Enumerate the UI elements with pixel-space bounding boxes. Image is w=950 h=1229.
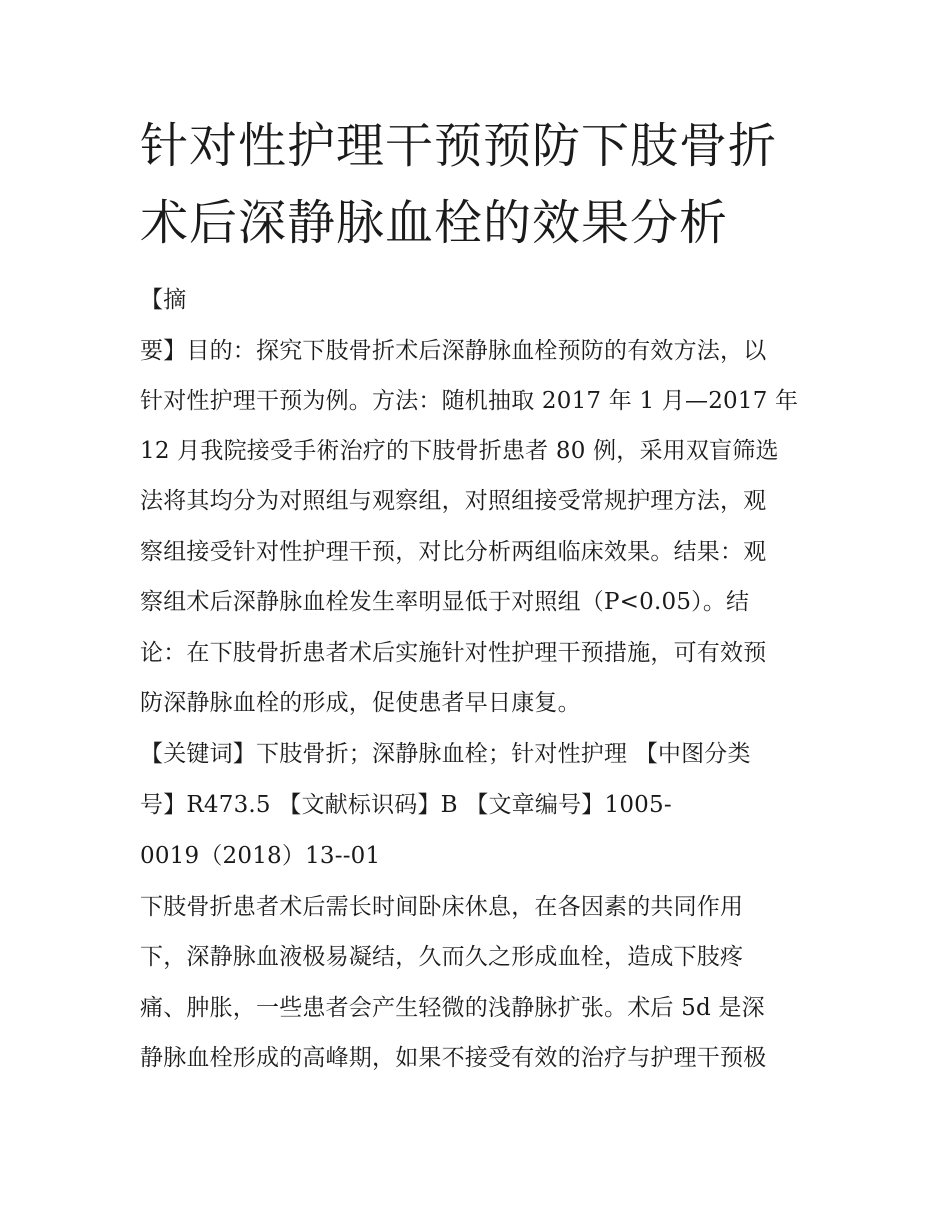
body-line-1: 下肢骨折患者术后需长时间卧床休息，在各因素的共同作用 [140, 894, 744, 920]
title-line-1: 针对性护理干预预防下肢骨折 [140, 118, 778, 174]
keywords-line: 【关键词】下肢骨折；深静脉血栓；针对性护理 【中图分类 [140, 741, 751, 767]
classification-line: 号】R473.5 【文献标识码】B 【文章编号】1005- [140, 792, 672, 818]
article-number-line: 0019（2018）13--01 [140, 843, 381, 869]
abstract-line-1: 要】目的：探究下肢骨折术后深静脉血栓预防的有效方法，以 [140, 338, 767, 364]
abstract-line-6: 察组术后深静脉血栓发生率明显低于对照组（P<0.05）。结 [140, 589, 750, 615]
abstract-line-7: 论：在下肢骨折患者术后实施针对性护理干预措施，可有效预 [140, 640, 767, 666]
body-line-3: 痛、肿胀，一些患者会产生轻微的浅静脉扩张。术后 5d 是深 [140, 995, 765, 1021]
body-line-2: 下，深静脉血液极易凝结，久而久之形成血栓，造成下肢疼 [140, 944, 744, 970]
body-line-4: 静脉血栓形成的高峰期，如果不接受有效的治疗与护理干预极 [140, 1045, 767, 1071]
abstract-line-8: 防深静脉血栓的形成，促使患者早日康复。 [140, 690, 581, 716]
abstract-label-start: 【摘 [140, 287, 187, 313]
abstract-line-5: 察组接受针对性护理干预，对比分析两组临床效果。结果：观 [140, 539, 767, 565]
title-line-2: 术后深静脉血栓的效果分析 [140, 195, 729, 251]
abstract-line-2: 针对性护理干预为例。方法：随机抽取 2017 年 1 月—2017 年 [140, 388, 799, 414]
abstract-line-4: 法将其均分为对照组与观察组，对照组接受常规护理方法，观 [140, 488, 767, 514]
abstract-line-3: 12 月我院接受手術治疗的下肢骨折患者 80 例，采用双盲筛选 [140, 438, 779, 464]
